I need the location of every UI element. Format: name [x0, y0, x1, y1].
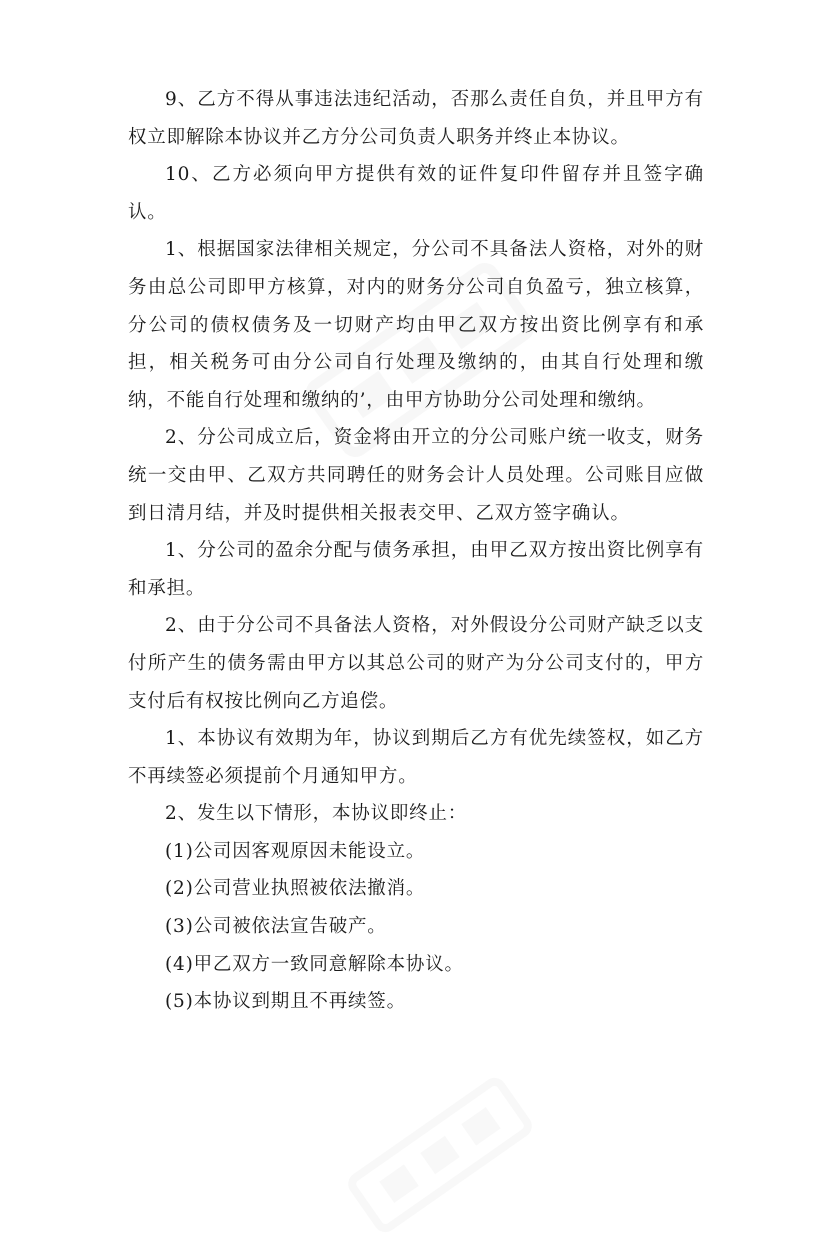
list-item-termination-5: (5)本协议到期且不再续签。	[165, 991, 406, 1013]
document-body	[128, 81, 704, 1021]
paragraph-finance-1: 1、根据国家法律相关规定，分公司不具备法人资格，对外的财务由总公司即甲方核算，对内的财务分公司自负盈亏，独立核算，分公司的债权债务及一切财产均由甲乙双方按出资比例享有和承担，相关税务可由分公司自行处理及缴纳的，由其自行处理和缴纳，不能自行处理和缴纳的’，由甲方协助分公司处理和缴纳。	[128, 239, 704, 411]
paragraph-profit-2: 2、由于分公司不具备法人资格，对外假设分公司财产缺乏以支付所产生的债务需由甲方以其总公司的财产为分公司支付的，甲方支付后有权按比例向乙方追偿。	[128, 615, 704, 712]
list-item-termination-2: (2)公司营业执照被依法撤消。	[165, 878, 426, 900]
paragraph-term-2: 2、发生以下情形，本协议即终止：	[165, 803, 468, 825]
paragraph-clause-10: 10、乙方必须向甲方提供有效的证件复印件留存并且签字确认。	[128, 164, 704, 223]
list-item-termination-1: (1)公司因客观原因未能设立。	[165, 840, 426, 862]
paragraph-profit-1: 1、分公司的盈余分配与债务承担，由甲乙双方按出资比例享有和承担。	[128, 540, 704, 599]
list-item-termination-3: (3)公司被依法宣告破产。	[165, 916, 387, 938]
watermark-logo-bottom-icon	[332, 1061, 547, 1249]
paragraph-clause-9: 9、乙方不得从事违法违纪活动，否那么责任自负，并且甲方有权立即解除本协议并乙方分公司负责人职务并终止本协议。	[128, 89, 704, 148]
list-item-termination-4: (4)甲乙双方一致同意解除本协议。	[165, 953, 464, 975]
paragraph-finance-2: 2、分公司成立后，资金将由开立的分公司账户统一收支，财务统一交由甲、乙双方共同聘任的财务会计人员处理。公司账目应做到日清月结，并及时提供相关报表交甲、乙双方签字确认。	[128, 427, 704, 524]
paragraph-term-1: 1、本协议有效期为年，协议到期后乙方有优先续签权，如乙方不再续签必须提前个月通知甲方。	[128, 728, 704, 787]
